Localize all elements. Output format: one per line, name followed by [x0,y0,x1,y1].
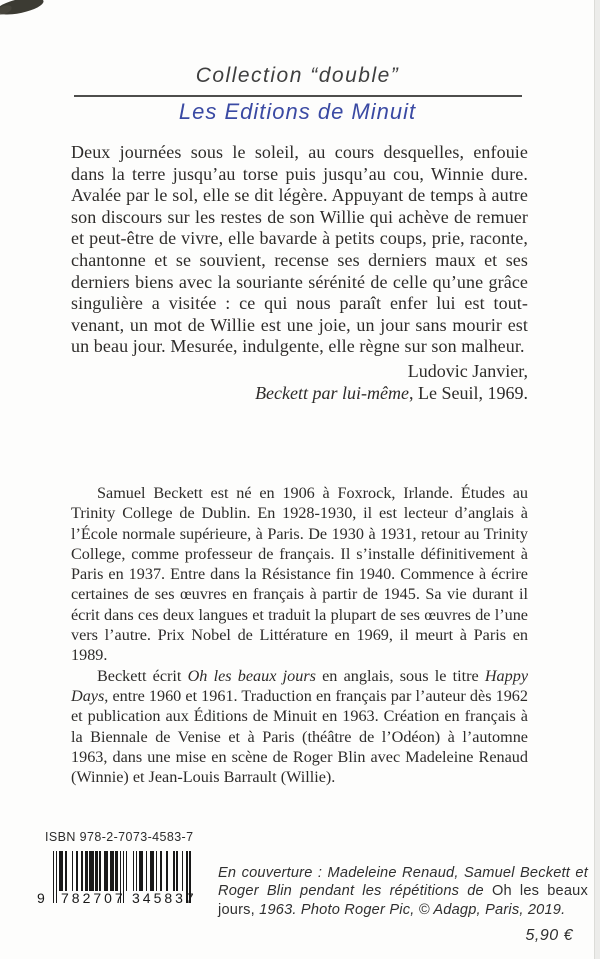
barcode-bar [110,851,114,891]
barcode-bar [176,851,177,891]
barcode-digits-group1: 782707 [61,890,126,906]
quote-attribution [71,360,528,404]
isbn-label: ISBN 978-2-7073-4583-7 [45,830,194,844]
review-quote-block [71,142,528,404]
scan-smudge-mark [0,0,64,36]
attribution-author: Ludovic Janvier, [407,360,528,381]
barcode-bar [81,851,84,891]
barcode-bar [76,851,77,891]
attribution-publisher-year: , Le Seuil, 1969. [409,382,528,403]
credit-tail: 1963. Photo Roger Pic, © Adagp, Paris, 2019. [254,901,566,918]
attribution-work-title: Beckett par lui-même [255,382,409,403]
barcode-first-digit: 9 [37,890,45,906]
price-label: 5,90 € [525,927,573,944]
barcode-bar [65,851,68,891]
bio-paragraph-1: Samuel Beckett est né en 1906 à Foxrock, Irlande. Études au Trinity College de Dublin. En 1928-1930, il est lecteur d’anglais à l’École normale supérieure, à Paris. De 1930 à 1931, retour au Trinity College, comme professeur de français. Il s’installe définitivement à Paris en 1937. Entre dans la Résistance fin 1940. Commence à écrire certaines de ses œuvres en français à partir de 1945. Sa vie durant il écrit dans ces deux langues et traduit la plupart de ses œuvres de l’une vers l’autre. Prix Nobel de Littérature en 1969, il meurt à Paris en 1989. [71,484,528,665]
bio2-work-title-english: Happy Days [71,666,529,705]
credit-lead: En couverture : Madeleine Renaud, Samuel Beckett et Roger Blin pendant les répétitions de [218,865,588,900]
barcode-bar [126,851,127,891]
barcode-bar [85,851,88,891]
barcode-bar [53,851,54,903]
collection-title: Collection “double” [195,64,400,87]
barcode-bar [89,851,93,891]
credit-work-title: Oh les beaux jours, [218,883,589,918]
barcode-bar [166,851,167,891]
barcode-bar [99,851,100,891]
barcode-bar [95,851,98,891]
barcode-digits-group2: 345837 [132,890,197,906]
publisher-name: Les Editions de Minuit [178,99,417,124]
bio-paragraph-2 [71,666,528,788]
barcode-bar [59,851,63,891]
author-bio-block [71,483,528,787]
bio2-work-title-french: Oh les beaux jours [187,666,316,685]
header-divider-line [74,95,522,97]
barcode-bar [133,851,134,891]
barcode-bar [173,851,174,891]
bio2-mid: en anglais, sous le titre [315,666,485,685]
barcode-bar [146,851,147,891]
barcode-bar [72,851,73,891]
cover-photo-credit [218,864,588,919]
barcode-bar [150,851,154,891]
barcode-bar [104,851,108,891]
review-quote-text: Deux journées sous le soleil, au cours desquelles, enfouie dans la terre jusqu’au torse puis jusqu’au cou, Winnie dure. Avalée par le sol, elle se dit légère. Appuyant de temps à autre son discours sur les restes de son Willie qui achève de remuer et peut-être de vivre, elle bavarde à petits coups, prie, raconte, chantonne et se souvient, recense ses derniers maux et ses derniers biens avec la souriante sérénité de celle qu’une grâce singulière a visitée : ce qui nous paraît enfer lui est tout-venant, un mot de Willie est une joie, un jour sans mourir est un beau jour. Mesurée, indulgente, elle règne sur son malheur. [71,142,528,357]
barcode-bar [156,851,157,891]
barcode-bar [160,851,161,891]
bio2-tail: , entre 1960 et 1961. Traduction en français par l’auteur dès 1962 et publication aux Éditions de Minuit en 1963. Création en français à la Biennale de Venise et à Paris (théâtre de l’Odéon) à l’automne 1963, dans une mise en scène de Roger Blin avec Madeleine Renaud (Winnie) et Jean-Louis Barrault (Willie). [71,686,528,787]
ean13-barcode [37,851,197,911]
barcode-bar [139,851,143,891]
bio2-lead: Beckett écrit [97,666,188,685]
barcode-bar [115,851,118,891]
barcode-bar [136,851,137,891]
barcode-bar [56,851,57,903]
barcode-bar [182,851,183,891]
scan-background-edge [594,0,600,959]
